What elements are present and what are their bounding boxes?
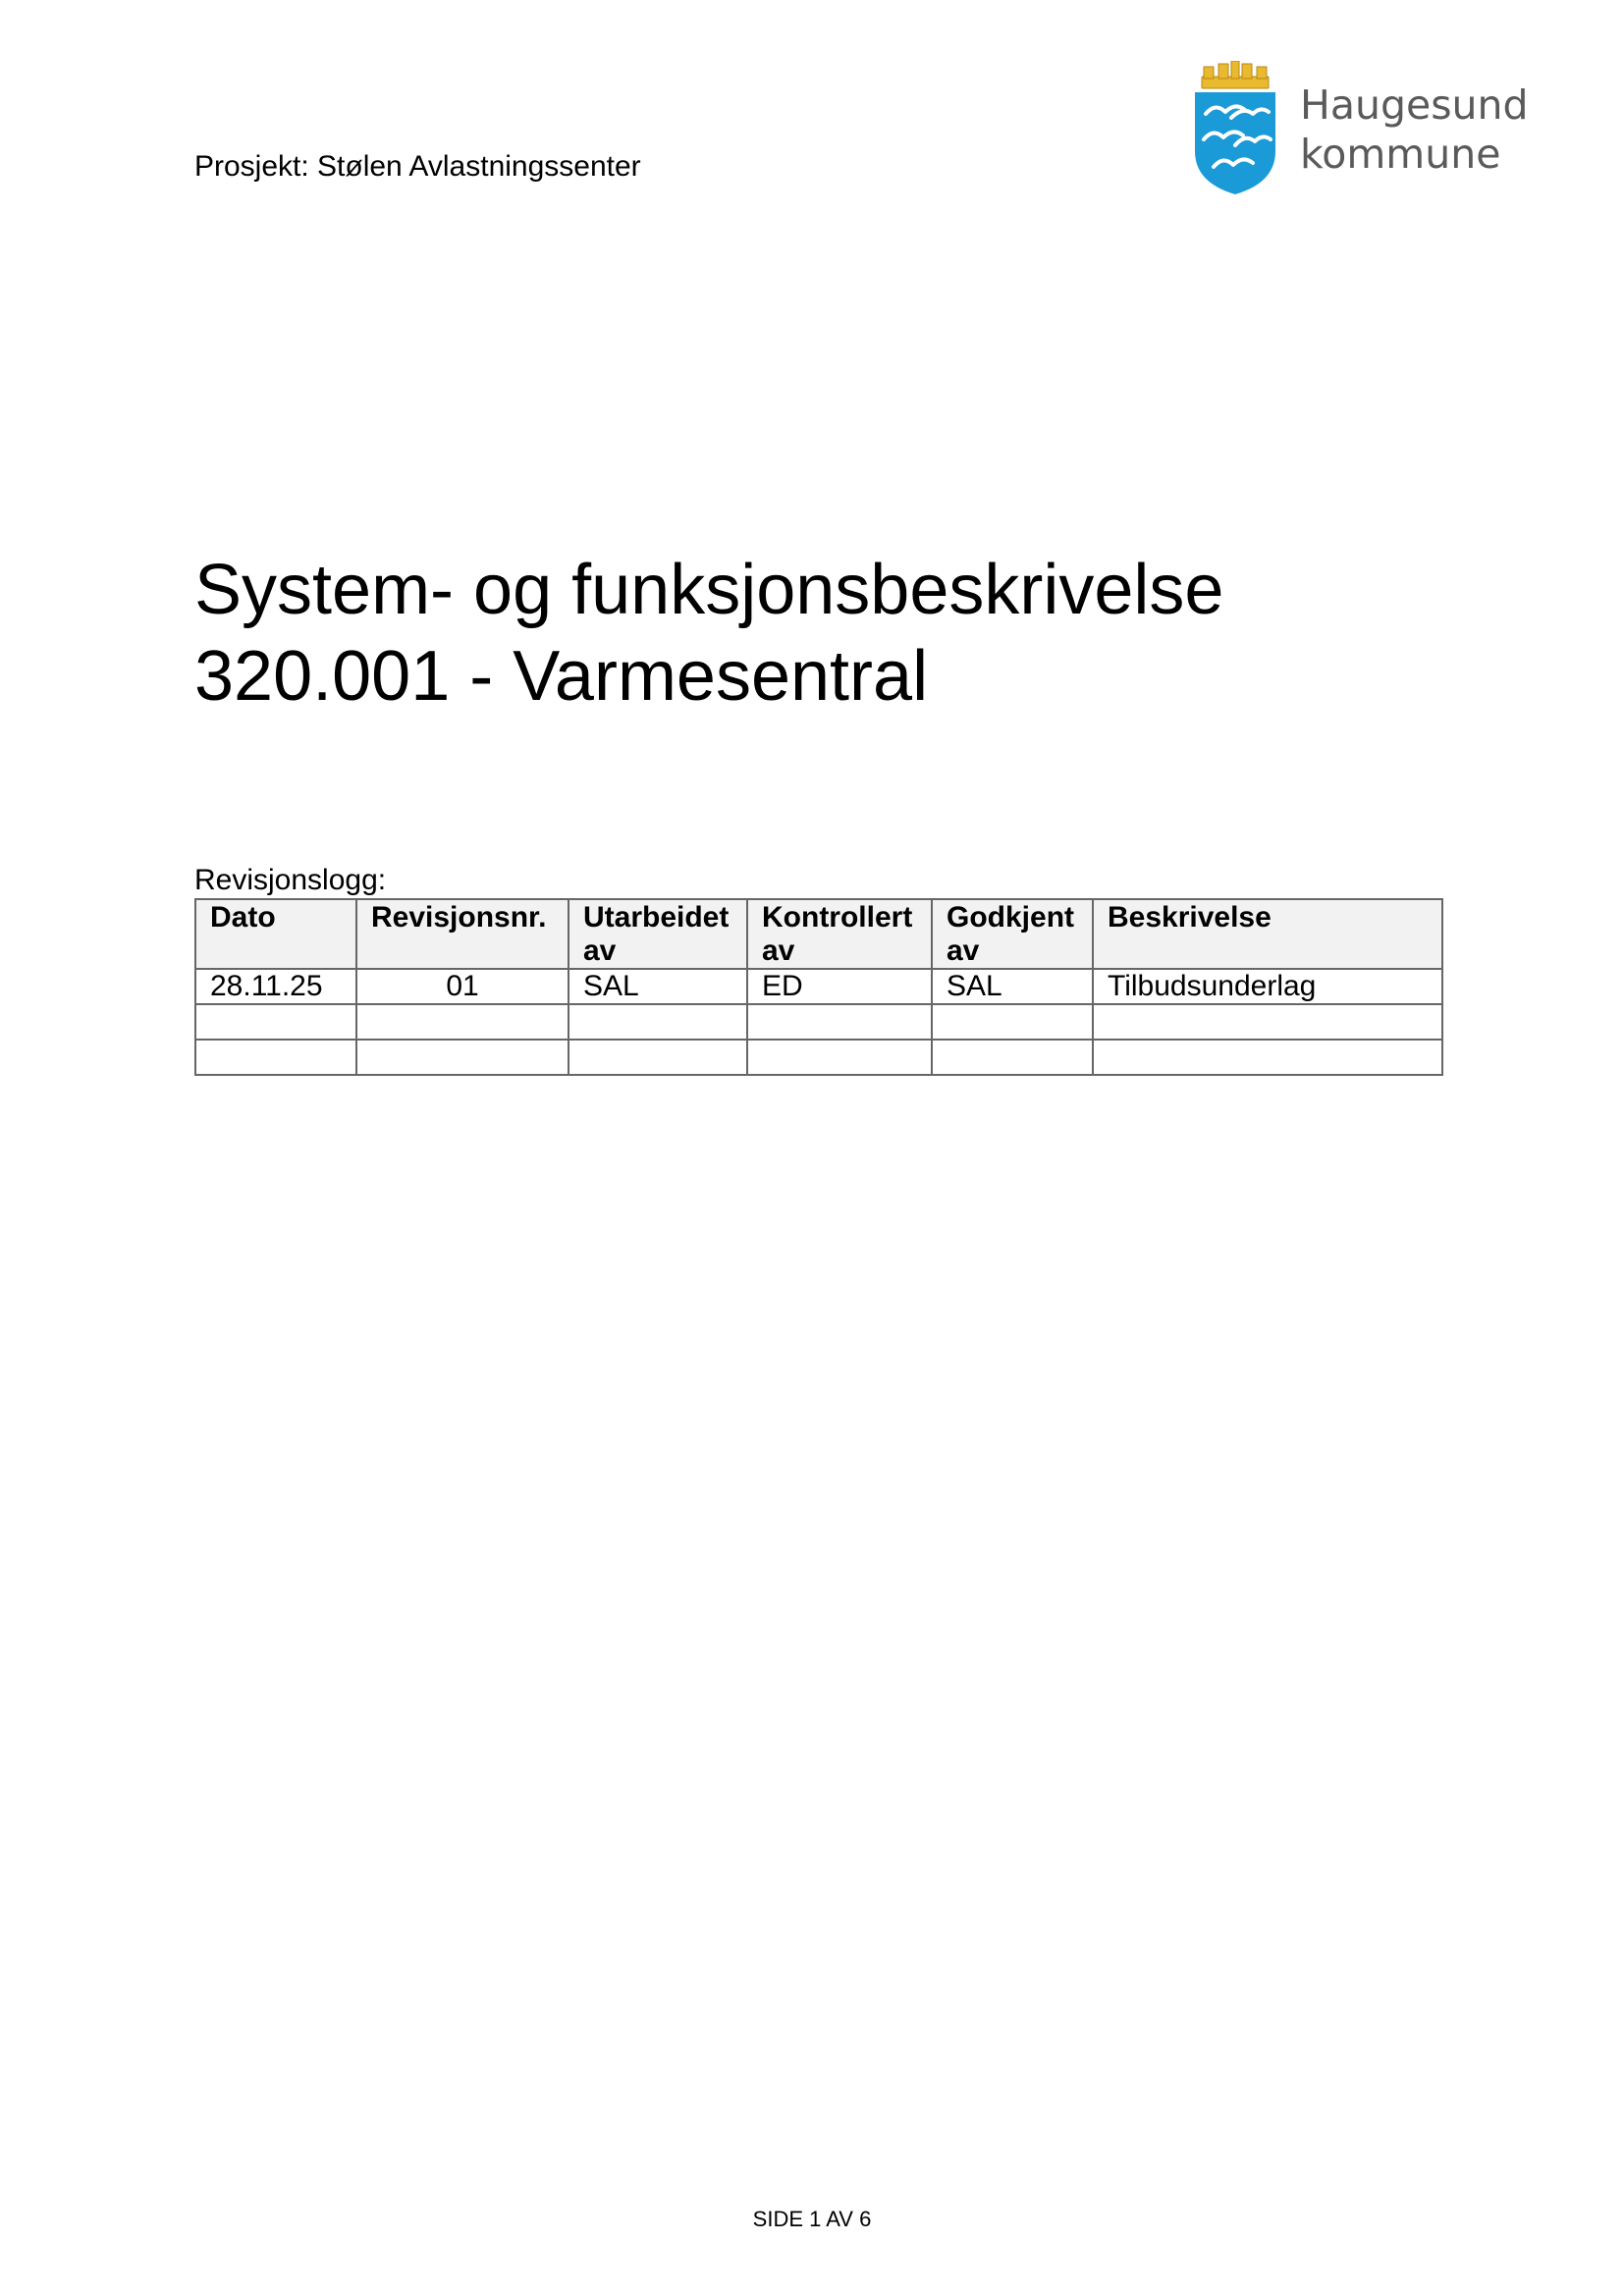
project-line: Prosjekt: Stølen Avlastningssenter (194, 150, 641, 183)
cell-checked-by (747, 1040, 932, 1075)
column-header-checked-by: Kontrollert av (747, 899, 932, 969)
cell-checked-by (747, 1004, 932, 1040)
column-header-approved-by: Godkjent av (932, 899, 1093, 969)
column-header-revision: Revisjonsnr. (356, 899, 568, 969)
document-title-line1: System- og funksjonsbeskrivelse (194, 551, 1224, 629)
coat-of-arms-icon (1192, 61, 1278, 196)
logo-text-line2: kommune (1300, 131, 1501, 178)
cell-checked-by: ED (747, 969, 932, 1004)
document-title-line2: 320.001 - Varmesentral (194, 637, 929, 716)
cell-description: Tilbudsunderlag (1093, 969, 1442, 1004)
cell-date (195, 1004, 356, 1040)
page-number: SIDE 1 AV 6 (752, 2207, 872, 2231)
table-row (195, 1004, 1442, 1040)
cell-description (1093, 1004, 1442, 1040)
cell-approved-by (932, 1040, 1093, 1075)
cell-prepared-by: SAL (568, 969, 747, 1004)
cell-description (1093, 1040, 1442, 1075)
cell-date: 28.11.25 (195, 969, 356, 1004)
table-row (195, 969, 1442, 1004)
column-header-prepared-by: Utarbeidet av (568, 899, 747, 969)
table-row (195, 1040, 1442, 1075)
revision-log-label: Revisjonslogg: (194, 864, 387, 896)
cell-date (195, 1040, 356, 1075)
cell-prepared-by (568, 1004, 747, 1040)
municipality-logo (1192, 61, 1536, 198)
cell-prepared-by (568, 1040, 747, 1075)
column-header-description: Beskrivelse (1093, 899, 1442, 969)
cell-revision (356, 1040, 568, 1075)
logo-text-line1: Haugesund (1300, 81, 1529, 129)
revision-log-table (194, 898, 1443, 1076)
column-header-date: Dato (195, 899, 356, 969)
document-title (194, 547, 1223, 720)
table-header-row (195, 899, 1442, 969)
cell-revision: 01 (356, 969, 568, 1004)
cell-revision (356, 1004, 568, 1040)
cell-approved-by (932, 1004, 1093, 1040)
cell-approved-by: SAL (932, 969, 1093, 1004)
